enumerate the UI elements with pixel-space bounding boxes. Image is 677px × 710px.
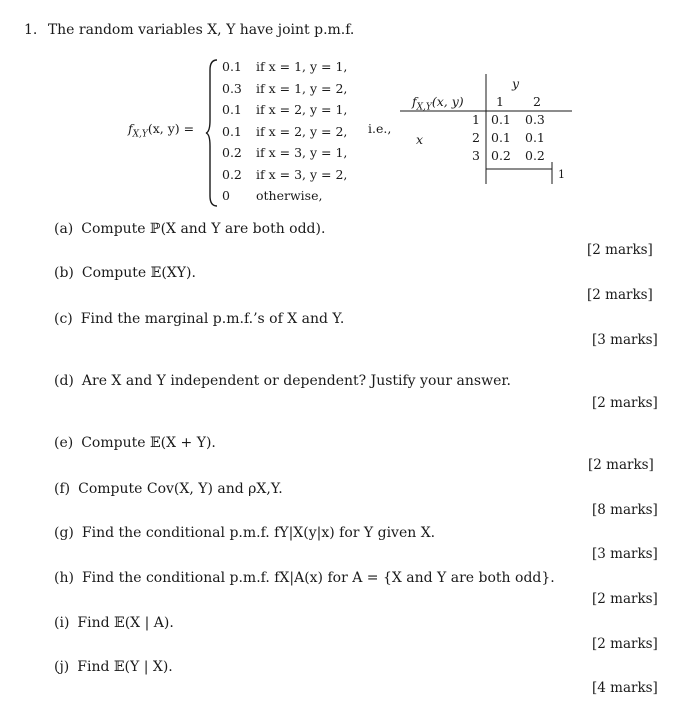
pmf-case-value: 0.2 [222, 166, 242, 182]
question-intro: The random variables X, Y have joint p.m.f. [47, 22, 355, 38]
pmf-case-condition: if x = 3, y = 2, [256, 166, 348, 182]
question-part [54, 525, 435, 541]
table-row-header-1: 1 [472, 112, 480, 127]
table-cell: 0.1 [491, 130, 511, 145]
table-cell: 0.1 [491, 112, 511, 127]
part-label: (e) [54, 435, 74, 451]
table-row-header-3: 3 [472, 148, 480, 163]
pmf-case-condition: if x = 2, y = 1, [256, 102, 348, 117]
pmf-case-row [222, 164, 347, 186]
question-heading [24, 22, 354, 38]
pmf-lhs-sub: X,Y [132, 129, 148, 140]
part-text: Are X and Y independent or dependent? Justify your answer. [81, 373, 511, 389]
part-text: Find 𝔼(Y | X). [77, 659, 173, 675]
table-row-var: x [416, 132, 424, 147]
question-part [54, 659, 173, 675]
table-cell: 0.3 [525, 112, 545, 127]
cases-brace [205, 58, 219, 208]
part-text: Compute 𝔼(X + Y). [81, 435, 216, 451]
part-marks: [2 marks] [587, 242, 653, 258]
pmf-case-value: 0.2 [222, 145, 242, 160]
pmf-case-condition: if x = 2, y = 2, [256, 123, 348, 139]
part-label: (h) [54, 570, 74, 586]
part-label: (a) [54, 221, 74, 237]
table-cell: 0.1 [525, 130, 545, 145]
pmf-case-condition: if x = 1, y = 1, [256, 59, 348, 74]
part-label: (g) [54, 525, 74, 541]
pmf-case-row [222, 56, 347, 78]
part-marks: [2 marks] [588, 457, 654, 473]
pmf-case-value: 0.1 [222, 59, 242, 74]
question-part [54, 373, 511, 389]
pmf-lhs-args: (x, y) = [147, 121, 195, 136]
table-header-label [412, 94, 464, 113]
part-label: (c) [54, 311, 73, 327]
part-label: (f) [54, 481, 71, 497]
part-label: (b) [54, 265, 74, 281]
table-header-sub: X,Y [416, 102, 432, 113]
table-col-var: y [512, 76, 520, 91]
pmf-cases [222, 56, 347, 207]
pmf-case-row [222, 78, 347, 100]
table-col-header-2: 2 [533, 94, 541, 109]
pmf-case-row [222, 142, 347, 164]
table-stray-mark: 1 [558, 168, 565, 181]
table-header-args: (x, y) [431, 94, 464, 109]
part-text: Find the conditional p.m.f. fY|X(y|x) for Y given X. [81, 525, 436, 541]
part-label: (j) [54, 659, 70, 675]
table-header-f: f [412, 94, 417, 109]
part-label: (d) [54, 373, 74, 389]
part-label: (i) [54, 615, 70, 631]
pmf-case-value: 0 [222, 188, 230, 203]
part-marks: [2 marks] [587, 287, 653, 303]
question-part [54, 435, 216, 451]
part-text: Find the marginal p.m.f.’s of X and Y. [80, 311, 345, 327]
part-marks: [3 marks] [592, 332, 658, 348]
pmf-case-condition: otherwise, [256, 188, 323, 203]
part-text: Find the conditional p.m.f. fX|A(x) for A = {X and Y are both odd}. [81, 570, 555, 586]
part-marks: [3 marks] [592, 546, 658, 562]
pmf-case-row [222, 99, 347, 121]
pmf-lhs [128, 118, 194, 146]
question-part [54, 481, 283, 497]
part-text: Find 𝔼(X | A). [77, 615, 174, 631]
part-text: Compute Cov(X, Y) and ρX,Y. [78, 481, 283, 497]
part-marks: [4 marks] [592, 680, 658, 696]
question-part [54, 265, 196, 281]
table-cell: 0.2 [525, 148, 545, 163]
question-part [54, 311, 344, 327]
joint-pmf-table [400, 72, 590, 187]
part-text: Compute ℙ(X and Y are both odd). [81, 221, 326, 237]
question-part [54, 615, 174, 631]
pmf-case-row [222, 185, 347, 207]
question-part [54, 221, 325, 237]
pmf-lhs-f: f [128, 121, 133, 136]
part-marks: [2 marks] [592, 591, 658, 607]
pmf-case-value: 0.1 [222, 102, 242, 117]
part-text: Compute 𝔼(XY). [81, 265, 196, 281]
table-row-header-2: 2 [472, 130, 480, 145]
ie-text: i.e., [368, 121, 392, 136]
part-marks: [8 marks] [592, 502, 658, 518]
table-cell: 0.2 [491, 148, 511, 163]
table-col-header-1: 1 [496, 94, 504, 109]
part-marks: [2 marks] [592, 636, 658, 652]
question-number: 1. [24, 22, 38, 38]
question-part [54, 570, 555, 586]
pmf-case-value: 0.1 [222, 123, 242, 139]
pmf-case-value: 0.3 [222, 80, 242, 96]
pmf-case-condition: if x = 3, y = 1, [256, 145, 348, 160]
part-marks: [2 marks] [592, 395, 658, 411]
pmf-case-row [222, 121, 347, 143]
pmf-case-condition: if x = 1, y = 2, [256, 80, 348, 96]
